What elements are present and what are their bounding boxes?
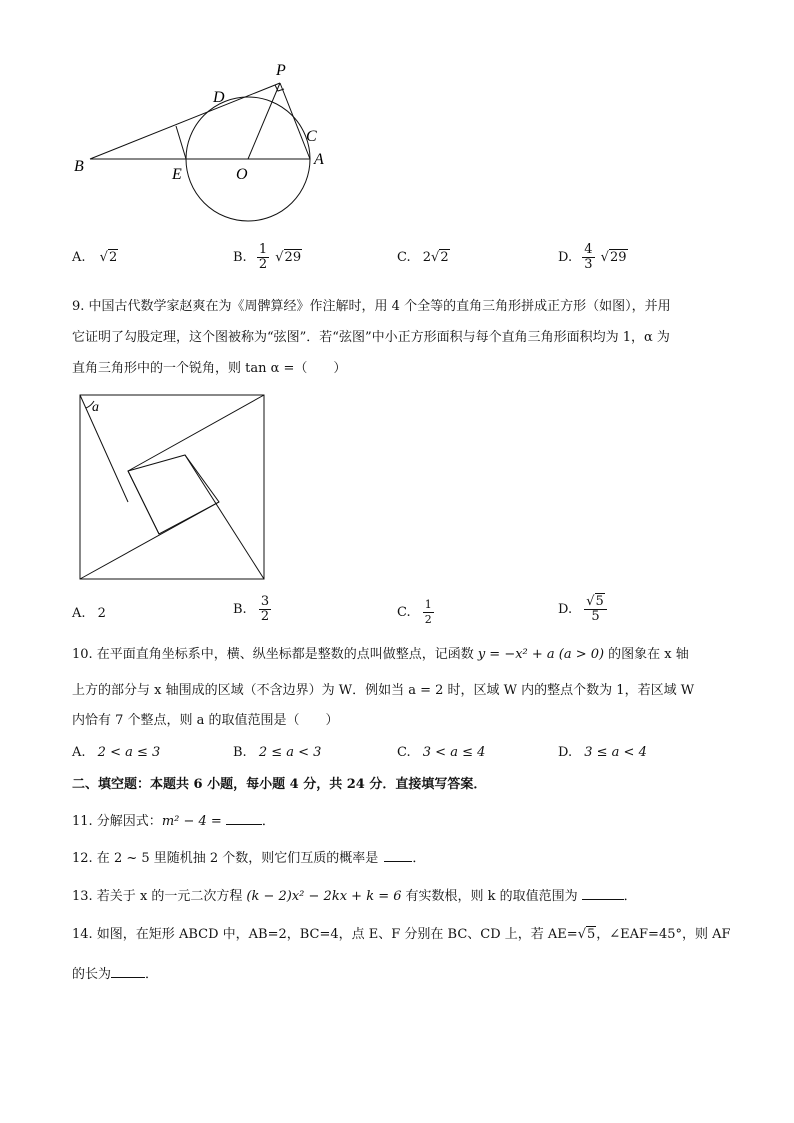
q8-option-c[interactable]: C. 2√2 (397, 250, 449, 265)
line-pa (280, 83, 310, 159)
q10-line2: 上方的部分与 x 轴围成的区域（不含边界）为 W．例如当 a = 2 时，区域 W 内的整点个数为 1，若区域 W (72, 683, 695, 698)
option-value: 3 ≤ a < 4 (584, 745, 647, 760)
denominator: 2 (424, 613, 432, 626)
q10-option-a[interactable] (72, 745, 160, 760)
q8-option-a[interactable]: A. √2 (72, 250, 118, 265)
q13 (72, 886, 637, 906)
option-value: 2 < a ≤ 3 (97, 745, 161, 760)
label-o: O (236, 166, 248, 183)
q10-line1-tail: 的图象在 x 轴 (608, 647, 689, 662)
radicand: 2 (440, 250, 449, 265)
line-e-perp (176, 126, 186, 159)
label-d: D (213, 89, 225, 106)
option-label: B. (233, 602, 247, 617)
denominator: 2 (260, 609, 270, 624)
numerator: 3 (260, 594, 270, 609)
option-label: C. (397, 745, 411, 760)
option-label: A. (72, 606, 86, 621)
q9-option-b[interactable] (233, 595, 273, 624)
option-value: 2 (97, 606, 106, 621)
coefficient: 2 (422, 250, 432, 265)
q8-option-b[interactable]: B. $\frac{1}{2}$ √29 (233, 242, 302, 272)
q9-option-d[interactable]: D. $\frac{√5}{5}$ (558, 595, 609, 624)
q14-line1: 14. 如图，在矩形 ABCD 中，AB=2，BC=4，点 E、F 分别在 BC、CD 上，若 AE=√5，∠EAF=45°，则 AF (72, 927, 731, 942)
q13-answer-blank[interactable] (582, 886, 624, 900)
q11-expr: m² − 4 = (161, 814, 222, 829)
label-b: B (74, 158, 84, 175)
option-label: C. (397, 605, 411, 620)
q9-line1: 9. 中国古代数学家赵爽在为《周髀算经》作注解时，用 4 个全等的直角三角形拼成正方形（如图），并用 (72, 299, 671, 314)
q12 (72, 848, 425, 868)
q14-line1-text: 14. 如图，在矩形 ABCD 中，AB=2，BC=4，点 E、F 分别在 BC、CD 上，若 AE= (72, 927, 578, 942)
outer-square (80, 395, 264, 579)
option-label: A. (72, 745, 86, 760)
angle-label: a (92, 400, 99, 415)
q8-option-d[interactable]: D. $\frac{4}{3}$ √29 (558, 242, 627, 272)
q10-line3: 内恰有 7 个整点，则 a 的取值范围是（ ） (72, 713, 339, 728)
section-title: 二、填空题：本题共 6 小题，每小题 4 分，共 24 分．直接填写答案． (72, 777, 487, 792)
q13-middle: 有实数根，则 k 的取值范围为 (405, 889, 578, 904)
zhao-shuang-string-figure (78, 393, 270, 583)
q14-line2 (72, 964, 158, 984)
q14-line1-tail: ，∠EAF=45°，则 AF (596, 927, 731, 942)
q13-prefix: 13. 若关于 x 的一元二次方程 (72, 889, 243, 904)
option-label: B. (233, 250, 247, 265)
q12-answer-blank[interactable] (384, 848, 412, 862)
denominator: 2 (258, 257, 268, 272)
label-c: C (306, 128, 317, 145)
numerator: 4 (584, 242, 593, 257)
q10-option-b[interactable] (233, 745, 321, 760)
option-label: D. (558, 745, 573, 760)
numerator: 1 (258, 242, 268, 257)
q10-line1 (72, 646, 689, 664)
label-e: E (172, 166, 182, 183)
option-label: A. (72, 250, 86, 265)
option-label: B. (233, 745, 247, 760)
q9-option-c[interactable] (397, 598, 436, 627)
q13-expr: (k − 2)x² − 2kx + k = 6 (246, 889, 402, 904)
q10-function: y = −x² + a (a > 0) (477, 647, 605, 662)
q10-option-d[interactable] (558, 745, 647, 760)
line-bp (90, 83, 280, 159)
denominator: 5 (591, 609, 600, 624)
option-label: D. (558, 250, 573, 265)
radicand: 5 (595, 594, 604, 609)
option-value: 3 < a ≤ 4 (422, 745, 486, 760)
label-p: P (276, 62, 286, 79)
circle-tangent-figure (60, 55, 360, 235)
q9-option-a[interactable] (72, 606, 106, 621)
option-value: 2 ≤ a < 3 (258, 745, 322, 760)
q11-suffix: ． (261, 814, 275, 829)
radicand: 29 (609, 250, 627, 265)
numerator: 1 (424, 598, 432, 611)
q14-line2-tail: ． (145, 967, 159, 982)
denominator: 3 (584, 257, 593, 272)
q13-suffix: ． (623, 889, 637, 904)
q14-radicand: 5 (586, 927, 596, 942)
q12-suffix: ． (412, 851, 426, 866)
label-a: A (314, 151, 324, 168)
option-label: D. (558, 602, 573, 617)
q10-line1-text: 10. 在平面直角坐标系中，横、纵坐标都是整数的点叫做整点，记函数 (72, 647, 474, 662)
radicand: 2 (108, 250, 118, 265)
q9-line3: 直角三角形中的一个锐角，则 tan α =（ ） (72, 361, 347, 376)
q11 (72, 811, 275, 831)
option-label: C. (397, 250, 411, 265)
q14-answer-blank[interactable] (111, 964, 145, 978)
radicand: 29 (284, 250, 302, 265)
q10-option-c[interactable] (397, 745, 485, 760)
q12-prefix: 12. 在 2 ~ 5 里随机抽 2 个数，则它们互质的概率是 (72, 851, 379, 866)
q9-line2: 它证明了勾股定理，这个图被称为“弦图”．若“弦图”中小正方形面积与每个直角三角形面积均为 1，α 为 (72, 330, 670, 345)
inner-square (128, 455, 219, 534)
q11-prefix: 11. 分解因式： (72, 814, 162, 829)
q14-line2-text: 的长为 (72, 967, 112, 982)
q11-answer-blank[interactable] (226, 811, 262, 825)
